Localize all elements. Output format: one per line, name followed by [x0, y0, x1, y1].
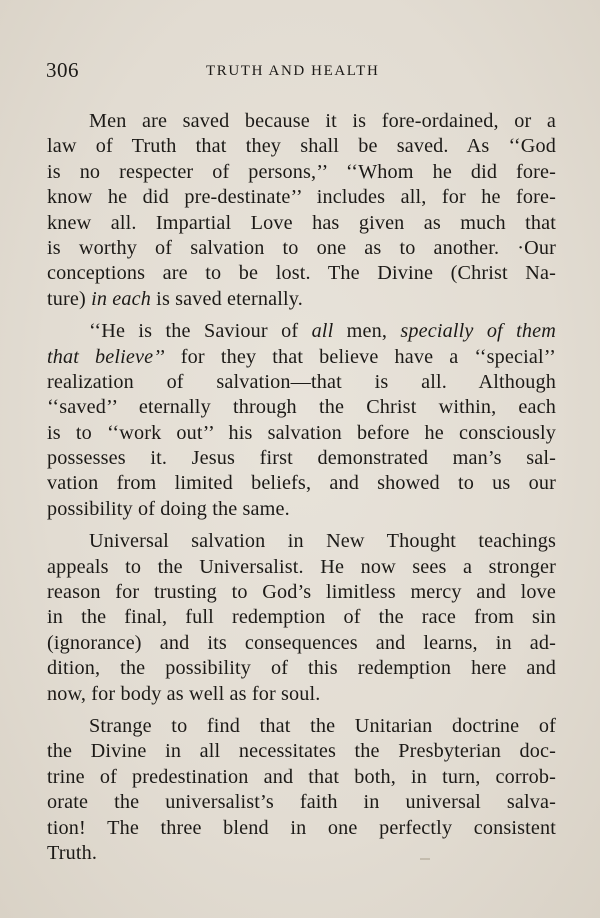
text-line: law of Truth that they shall be saved. As ‘‘God: [47, 135, 556, 158]
text-line: orate the universalist’s faith in universal salva-: [47, 791, 556, 814]
text-line: realization of salvation—that is all. Although: [47, 370, 556, 393]
text-run: ture): [47, 287, 92, 310]
text-line: vation from limited beliefs, and showed to us our: [47, 472, 556, 495]
text-line: Universal salvation in New Thought teachings: [89, 530, 556, 553]
page-header: [46, 58, 556, 88]
text-line: trine of predestination and that both, in turn, corrob-: [47, 765, 556, 788]
text-line: knew all. Impartial Love has given as much that: [47, 211, 556, 234]
text-line: dition, the possibility of this redemption here and: [47, 657, 556, 680]
text-line: possibility of doing the same.: [47, 497, 290, 520]
italic-run: all: [311, 320, 334, 343]
text-line: the Divine in all necessitates the Presbyterian doc-: [47, 740, 556, 763]
paragraph-2: [47, 319, 556, 522]
text-line: reason for trusting to God’s limitless mercy and love: [47, 581, 556, 604]
text-line: in the final, full redemption of the race from sin: [47, 606, 556, 629]
text-line: ‘‘saved’’ eternally through the Christ within, each: [47, 396, 556, 419]
text-run: ‘‘He is the Saviour of: [89, 320, 312, 343]
text-line: possesses it. Jesus first demonstrated man’s sal-: [47, 447, 556, 470]
page-number: 306: [46, 58, 79, 82]
text-line: is to ‘‘work out’’ his salvation before he consciously: [47, 421, 556, 444]
text-line: Strange to find that the Unitarian doctrine of: [89, 714, 556, 737]
paragraph-4: [47, 714, 556, 866]
italic-run: specially of them: [400, 320, 556, 343]
text-line: [47, 345, 556, 370]
text-line: [47, 287, 556, 312]
text-run: for they that believe have a ‘‘special’’: [164, 345, 556, 368]
italic-run: in each: [91, 287, 151, 310]
text-run: is saved eternally.: [150, 287, 303, 310]
text-line: Men are saved because it is fore-ordained, or a: [89, 110, 556, 132]
running-head: TRUTH AND HEALTH: [206, 63, 380, 79]
text-line: appeals to the Universalist. He now sees a stronger: [47, 555, 556, 578]
text-line: tion! The three blend in one perfectly consistent: [47, 816, 556, 839]
text-line: conceptions are to be lost. The Divine (Christ Na-: [47, 262, 556, 285]
text-run: men,: [333, 320, 401, 343]
text-line: now, for body as well as for soul.: [47, 682, 321, 705]
text-line: is no respecter of persons,’’ ‘‘Whom he did fore-: [47, 160, 556, 183]
text-line: know he did pre-destinate’’ includes all, for he fore-: [47, 186, 556, 209]
scan-mark: [420, 858, 430, 860]
italic-run: that believe’’: [47, 345, 165, 368]
paragraph-3: [47, 529, 556, 707]
text-line: [47, 319, 556, 344]
paragraph-1: [47, 109, 556, 312]
body-text: [47, 109, 556, 866]
text-line: is worthy of salvation to one as to another. ·Our: [47, 236, 556, 259]
text-line: (ignorance) and its consequences and learns, in ad-: [47, 631, 556, 654]
text-line: Truth.: [47, 841, 98, 864]
